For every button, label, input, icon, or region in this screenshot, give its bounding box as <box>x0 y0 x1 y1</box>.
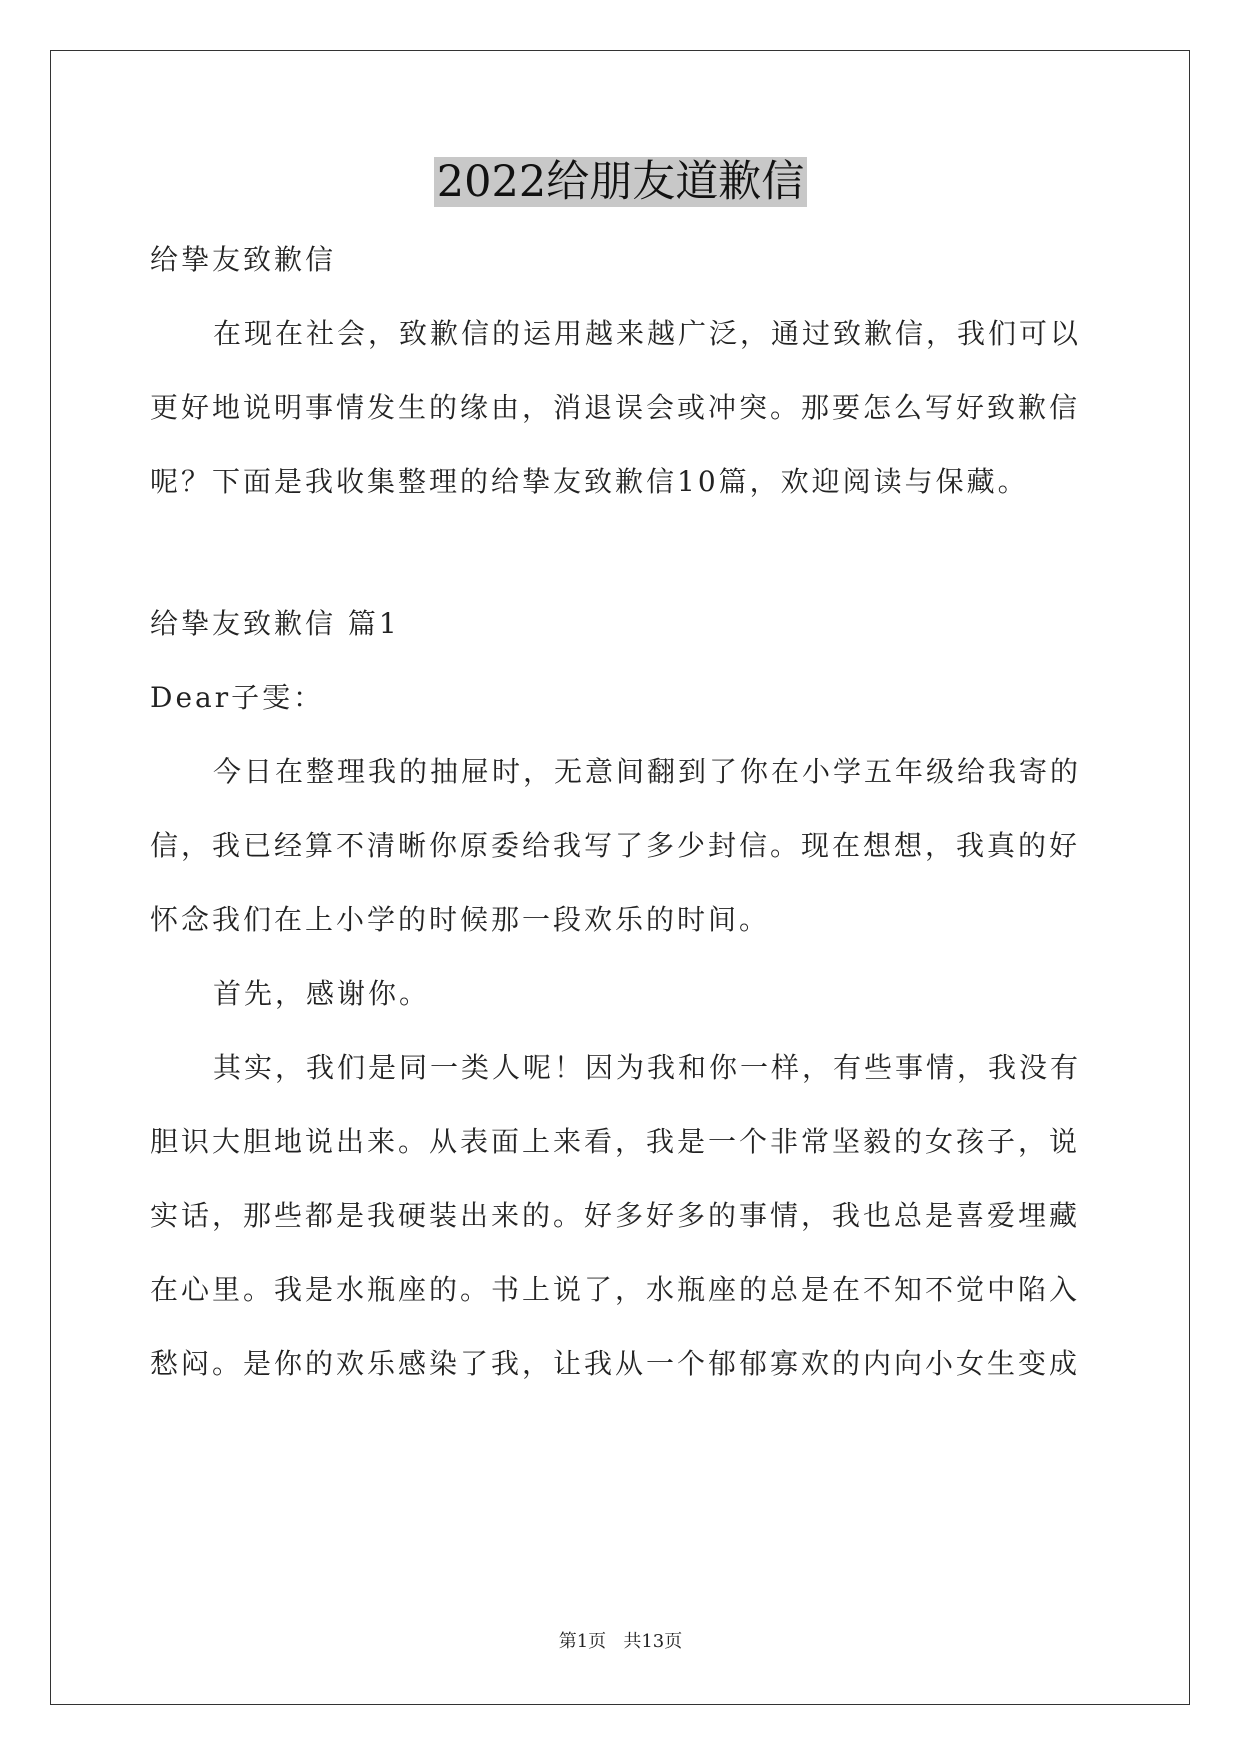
salutation: Dear子雯： <box>150 681 325 714</box>
title-text: 2022给朋友道歉信 <box>434 157 807 207</box>
paragraph-line: 首先，感谢你。 <box>213 977 431 1010</box>
paragraph-line: 更好地说明事情发生的缘由，消退误会或冲突。那要怎么写好致歉信 <box>150 391 1081 424</box>
document-title <box>0 152 1241 212</box>
paragraph-line: 呢？下面是我收集整理的给挚友致歉信10篇，欢迎阅读与保藏。 <box>150 465 1029 498</box>
paragraph-line: 在现在社会，致歉信的运用越来越广泛，通过致歉信，我们可以 <box>213 317 1082 350</box>
paragraph-line: 今日在整理我的抽屉时，无意间翻到了你在小学五年级给我寄的 <box>213 755 1082 788</box>
paragraph-line: 愁闷。是你的欢乐感染了我，让我从一个郁郁寡欢的内向小女生变成 <box>150 1347 1081 1380</box>
page-border <box>50 50 1190 1705</box>
paragraph-line: 其实，我们是同一类人呢！因为我和你一样，有些事情，我没有 <box>213 1051 1082 1084</box>
section-heading: 给挚友致歉信 篇1 <box>150 607 400 640</box>
paragraph-line: 怀念我们在上小学的时候那一段欢乐的时间。 <box>150 903 771 936</box>
subtitle: 给挚友致歉信 <box>150 243 337 276</box>
paragraph-line: 信，我已经算不清晰你原委给我写了多少封信。现在想想，我真的好 <box>150 829 1081 862</box>
paragraph-line: 在心里。我是水瓶座的。书上说了，水瓶座的总是在不知不觉中陷入 <box>150 1273 1081 1306</box>
paragraph-line: 胆识大胆地说出来。从表面上来看，我是一个非常坚毅的女孩子，说 <box>150 1125 1081 1158</box>
paragraph-line: 实话，那些都是我硬装出来的。好多好多的事情，我也总是喜爱埋藏 <box>150 1199 1081 1232</box>
page-footer: 第1页 共13页 <box>558 1631 683 1652</box>
